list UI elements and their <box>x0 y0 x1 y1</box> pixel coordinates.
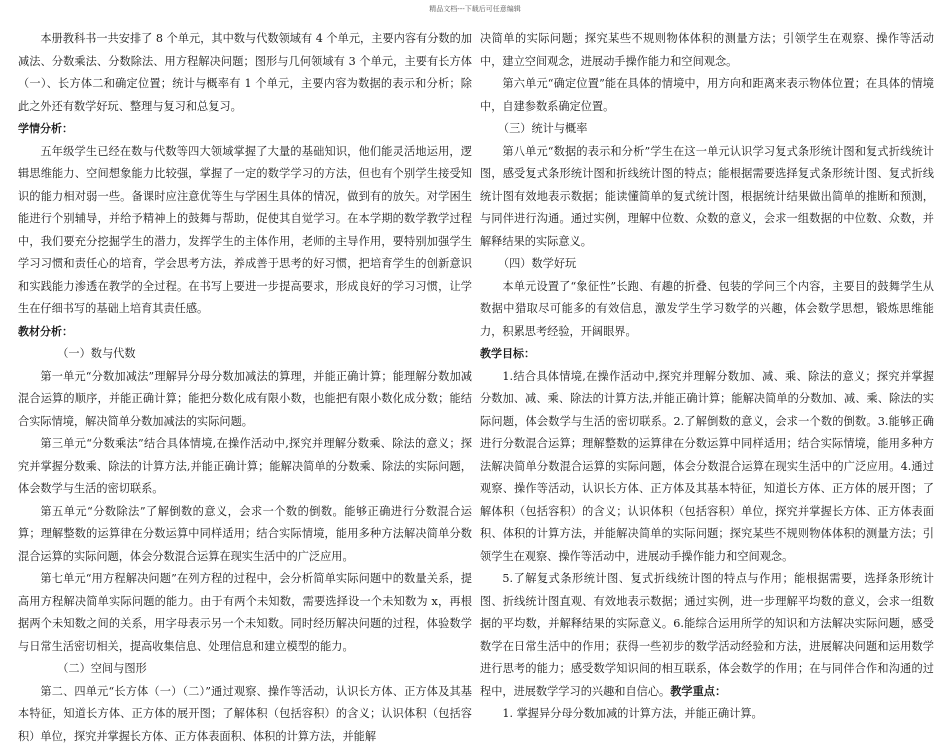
unit7-paragraph: 第七单元“用方程解决问题”在列方程的过程中，会分析简单实际问题中的数量关系，提高用方程解决简单实际问题的能力。由于有两个未知数，需要选择设一个未知数为 x，再根据两个未知数之间的关系，用字母表示另一个未知数。同时经历解决问题的过程，体验数学与日常生活密切相关，提高收集信息、处理信息和建立模型的能力。 <box>18 568 472 658</box>
unit6-paragraph: 第六单元“确定位置”能在具体的情境中，用方向和距离来表示物体位置；在具体的情境中，自建参数系确定位置。 <box>480 73 934 118</box>
goals-paragraph-1: 1.结合具体情境,在操作活动中,探究并理解分数加、减、乘、除法的意义；探究并掌握分数加、减、乘、除法的计算方法,并能正确计算；能解决简单的分数加、减、乘、除法的实际问题，体会数学与生活的密切联系。2.了解倒数的意义，会求一个数的倒数。3.能够正确进行分数混合运算；理解整数的运算律在分数运算中同样适用；结合实际情境，能用多种方法解决简单分数混合运算的实际问题，体会分数混合运算在现实生活中的广泛应用。4.通过观察、操作等活动，认识长方体、正方体及其基本特征，知道长方体、正方体的展开图；了解体积（包括容积）的含义；认识体积（包括容积）单位，探究并掌握长方体、正方体表面积、体积的计算方法，并能解决简单的实际问题；探究某些不规则物体体积的测量方法；引领学生在观察、操作等活动中，进展动手操作能力和空间观念。 <box>480 366 934 569</box>
intro-paragraph: 本册教科书一共安排了 8 个单元，其中数与代数领域有 4 个单元，主要内容有分数的加减法、分数乘法、分数除法、用方程解决问题；图形与几何领域有 3 个单元，主要有长方体（一）、长方体二和确定位置；统计与概率有 1 个单元，主要内容为数据的表示和分析；除此之外还有数学好玩、整理与复习和总复习。 <box>18 28 472 118</box>
key-point-1: 1. 掌握异分母分数加减的计算方法，并能正确计算。 <box>480 703 934 726</box>
goals-paragraph-2-text: 5.了解复式条形统计图、复式折线统计图的特点与作用；能根据需要，选择条形统计图、折线统计图直观、有效地表示数据；通过实例，进一步理解平均数的意义，会求一组数据的平均数，并解释结果的实际意义。6.能综合运用所学的知识和方法解决实际问题，感受数学在日常生活中的作用；获得一些初步的数学活动经验和方法，进展解决问题和运用数学进行思考的能力；感受数学知识间的相互联系，体会数学的作用；在与同伴合作和沟通的过程中，进展数学学习的兴趣和自信心。 <box>480 572 934 698</box>
unit8-paragraph: 第八单元“数据的表示和分析”学生在这一单元认识学习复式条形统计图和复式折线统计图，感受复式条形统计图和折线统计图的特点；能根据需要选择复式条形统计图、复式折线统计图有效地表示数据；能读懂简单的复式统计图，根据统计结果做出简单的推断和预测，与同伴进行沟通。通过实例，理解中位数、众数的意义，会求一组数据的中位数、众数，并解释结果的实际意义。 <box>480 141 934 254</box>
heading-student-analysis: 学情分析： <box>18 118 472 141</box>
goals-paragraph-2 <box>480 568 934 703</box>
section-number-algebra: （一）数与代数 <box>18 343 472 366</box>
unit3-paragraph: 第三单元“分数乘法”结合具体情境,在操作活动中,探究并理解分数乘、除法的意义；探究并掌握分数乘、除法的计算方法,并能正确计算；能解决简单的分数乘、除法的实际问题，体会数学与生活的密切联系。 <box>18 433 472 501</box>
unit5-paragraph: 第五单元“分数除法”了解倒数的意义，会求一个数的倒数。能够正确进行分数混合运算；理解整数的运算律在分数运算中同样适用；结合实际情境，能用多种方法解决简单分数混合运算的实际问题，体会分数混合运算在现实生活中的广泛应用。 <box>18 501 472 569</box>
math-fun-paragraph: 本单元设置了“象征性”长跑、有趣的折叠、包装的学问三个内容，主要目的鼓舞学生从数据中猎取尽可能多的有效信息，激发学生学习数学的兴趣，体会数学思想，锻炼思维能力，积累思考经验，开阔眼界。 <box>480 276 934 344</box>
unit1-paragraph: 第一单元“分数加减法”理解异分母分数加减法的算理，并能正确计算；能理解分数加减混合运算的顺序，并能正确计算；能把分数化成有限小数，也能把有限小数化成分数；能结合实际情境，解决简单分数加减法的实际问题。 <box>18 366 472 434</box>
left-column <box>18 28 472 748</box>
section-math-fun: （四）数学好玩 <box>480 253 934 276</box>
student-analysis-paragraph: 五年级学生已经在数与代数等四大领域掌握了大量的基础知识，他们能灵活地运用，逻辑思维能力、空间想象能力比较强，掌握了一定的数学学习的方法，但也有个别学生接受知识的能力相对弱一些。备课时应注意优等生与学困生具体的情况，做到有的放矢。对学困生能进行个别辅导，并给予精神上的鼓舞与帮助，促使其自觉学习。在本学期的数学教学过程中，我们要充分挖掘学生的潜力，发挥学生的主体作用，老师的主导作用，要特别加强学生学习习惯和责任心的培育，学会思考方法，养成善于思考的好习惯，把培育学生的创新意识和实践能力渗透在教学的全过程。在书写上要进一步提高要求，形成良好的学习习惯，让学生在仔细书写的基础上培育其责任感。 <box>18 141 472 321</box>
section-space-shape: （二）空间与图形 <box>18 658 472 681</box>
unit2-4-paragraph: 第二、四单元“长方体（一）（二）”通过观察、操作等活动，认识长方体、正方体及其基本特征，知道长方体、正方体的展开图；了解体积（包括容积）的含义；认识体积（包括容积）单位，探究并掌握长方体、正方体表面积、体积的计算方法，并能解 <box>18 681 472 748</box>
unit2-4-continued: 决简单的实际问题；探究某些不规则物体体积的测量方法；引领学生在观察、操作等活动中，建立空间观念，进展动手操作能力和空间观念。 <box>480 28 934 73</box>
section-statistics: （三）统计与概率 <box>480 118 934 141</box>
right-column <box>480 28 934 726</box>
heading-teaching-goals: 教学目标： <box>480 343 934 366</box>
page-header: 精品文档---下载后可任意编辑 <box>0 4 950 14</box>
heading-textbook-analysis: 教材分析： <box>18 321 472 344</box>
heading-key-points: 教学重点： <box>670 685 726 698</box>
